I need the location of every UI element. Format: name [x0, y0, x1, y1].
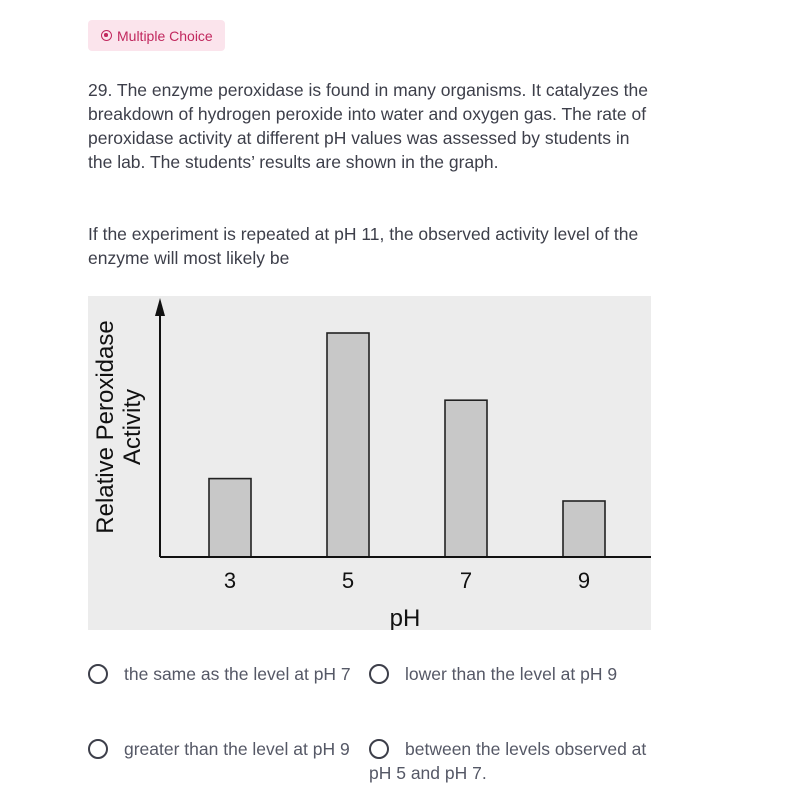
radio-button-icon[interactable]: [369, 739, 389, 759]
radio-dot-icon: [101, 30, 112, 41]
peroxidase-chart: [88, 296, 651, 630]
y-axis-label-line1: Relative Peroxidase: [92, 320, 119, 534]
chart-bar: [445, 400, 487, 557]
radio-button-icon[interactable]: [369, 664, 389, 684]
radio-button-icon[interactable]: [88, 739, 108, 759]
x-tick-label: 7: [459, 568, 473, 593]
y-axis-label-line2: Activity: [119, 388, 146, 466]
badge-label: Multiple Choice: [117, 27, 213, 44]
question-type-badge: [88, 20, 225, 51]
chart-bar: [563, 501, 605, 557]
option-label: between the levels observed at pH 5 and pH 7.: [369, 739, 647, 783]
radio-button-icon[interactable]: [88, 664, 108, 684]
option-label: lower than the level at pH 9: [405, 664, 618, 684]
option-label: greater than the level at pH 9: [124, 739, 350, 759]
question-prompt: If the experiment is repeated at pH 11, the observed activity level of the enzyme will most likely be: [88, 224, 639, 268]
option-d[interactable]: [369, 737, 649, 785]
chart-bar: [209, 479, 251, 557]
y-axis-arrow-icon: [155, 298, 165, 316]
x-tick-label: 5: [341, 568, 355, 593]
x-axis-label: pH: [389, 605, 421, 630]
question-text: 29. The enzyme peroxidase is found in many organisms. It catalyzes the breakdown of hydrogen peroxide into water and oxygen gas. The rate of peroxidase activity at different pH values was assessed by students in the lab. The students’ results are shown in the graph.: [88, 80, 648, 172]
option-b[interactable]: [369, 662, 649, 686]
x-tick-label: 9: [577, 568, 591, 593]
chart-svg: [88, 296, 651, 630]
chart-bar: [327, 333, 369, 557]
option-label: the same as the level at pH 7: [124, 664, 351, 684]
option-c[interactable]: [88, 737, 368, 761]
option-a[interactable]: [88, 662, 368, 686]
x-tick-label: 3: [223, 568, 237, 593]
